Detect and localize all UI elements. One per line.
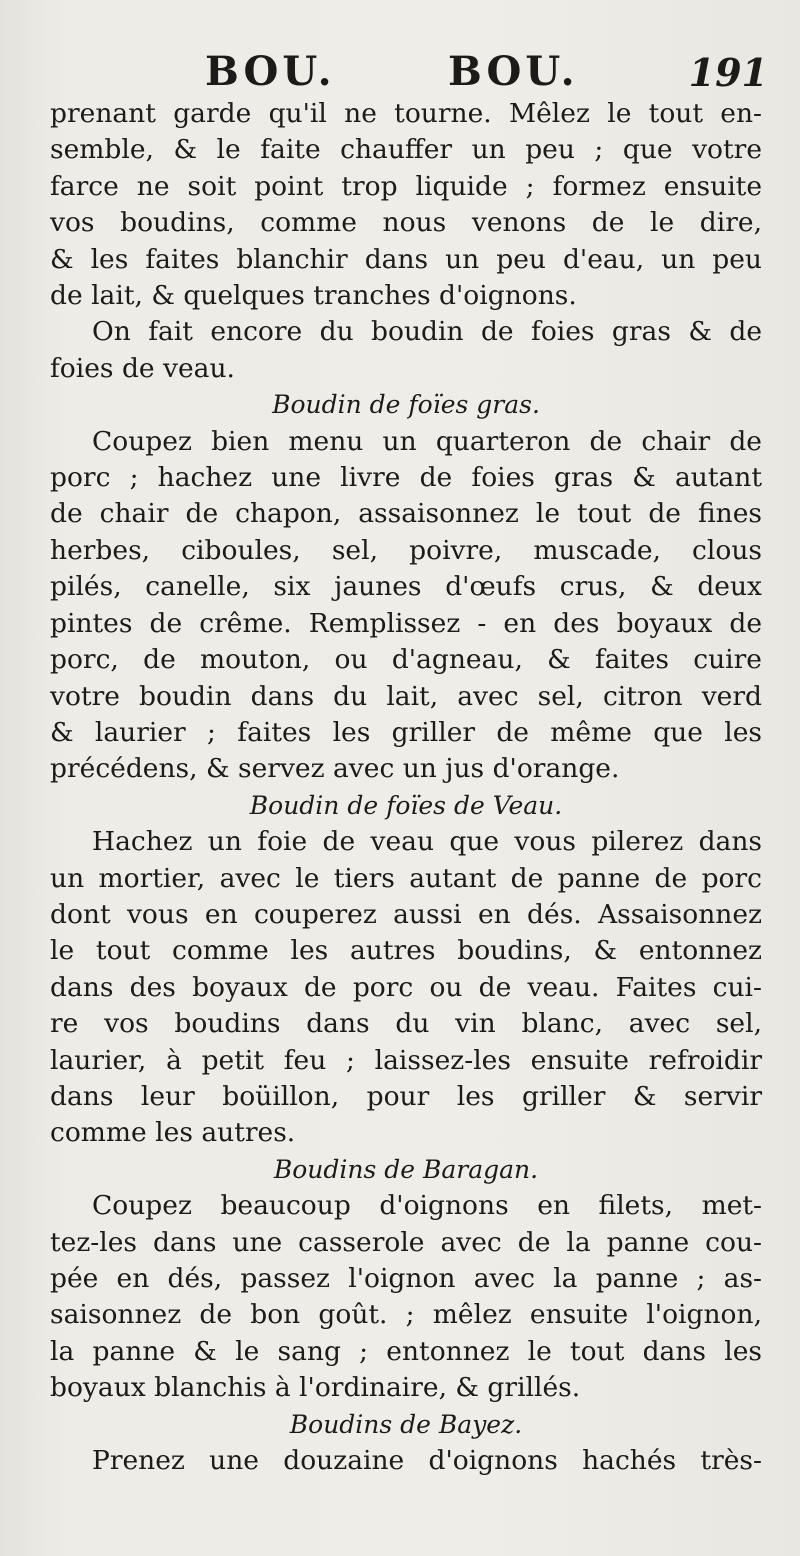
paragraph	[50, 824, 762, 1152]
paragraph	[50, 1188, 762, 1406]
text-line: pilés, canelle, six jaunes d'œufs crus, & deux	[50, 571, 762, 603]
text-line: saisonnez de bon goût. ; mêlez ensuite l'oignon,	[50, 1299, 762, 1331]
section-heading: Boudin de foïes gras.	[272, 390, 540, 420]
paragraph	[50, 1443, 762, 1479]
text-line: prenant garde qu'il ne tourne. Mêlez le tout en-	[50, 98, 762, 129]
text-line: votre boudin dans du lait, avec sel, citron verd	[50, 680, 762, 712]
text-line: farce ne soit point trop liquide ; formez ensuite	[50, 170, 762, 202]
text-line: herbes, ciboules, sel, poivre, muscade, clous	[50, 534, 762, 566]
text-line: comme les autres.	[50, 1117, 296, 1149]
text-line: Prenez une douzaine d'oignons hachés très-	[92, 1445, 762, 1477]
text-line: dans des boyaux de porc ou de veau. Faites cui-	[50, 971, 762, 1003]
paragraph	[50, 314, 762, 387]
text-line: Hachez un foie de veau que vous pilerez dans	[92, 826, 762, 858]
text-line: vos boudins, comme nous venons de le dire,	[50, 207, 762, 239]
paragraph	[50, 96, 762, 314]
text-line: le tout comme les autres boudins, & entonnez	[50, 935, 762, 967]
text-line: la panne & le sang ; entonnez le tout dans les	[50, 1335, 762, 1367]
text-line: foies de veau.	[50, 352, 235, 384]
text-line: porc ; hachez une livre de foies gras & autant	[50, 462, 762, 494]
text-line: & les faites blanchir dans un peu d'eau, un peu	[50, 243, 762, 275]
text-line: dont vous en couperez aussi en dés. Assaisonnez	[50, 898, 762, 930]
text-line: pée en dés, passez l'oignon avec la panne ; as-	[50, 1263, 762, 1294]
paragraph	[50, 424, 762, 788]
text-line: porc, de mouton, ou d'agneau, & faites cuire	[50, 644, 762, 676]
text-line: précédens, & servez avec un jus d'orange.	[50, 753, 620, 785]
text-line: On fait encore du boudin de foies gras & de	[92, 316, 762, 348]
running-head-right: BOU.	[448, 48, 579, 95]
text-line: & laurier ; faites les griller de même que les	[50, 716, 762, 748]
text-line: laurier, à petit feu ; laissez-les ensuite refroidir	[50, 1044, 762, 1076]
text-line: semble, & le faite chauffer un peu ; que votre	[50, 134, 762, 166]
text-line: de lait, & quelques tranches d'oignons.	[50, 280, 577, 312]
text-line: pintes de crême. Remplissez - en des boyaux de	[50, 607, 762, 639]
text-line: Coupez bien menu un quarteron de chair de	[92, 425, 762, 457]
running-head	[0, 48, 800, 94]
text-line: Coupez beaucoup d'oignons en filets, met-	[92, 1190, 762, 1222]
text-line: de chair de chapon, assaisonnez le tout de fines	[50, 498, 762, 530]
page-body	[50, 96, 762, 1479]
text-line: re vos boudins dans du vin blanc, avec sel,	[50, 1008, 762, 1040]
text-line: un mortier, avec le tiers autant de panne de porc	[50, 862, 762, 894]
text-line: dans leur boüillon, pour les griller & servir	[50, 1080, 762, 1112]
section-heading: Boudin de foïes de Veau.	[249, 790, 563, 820]
running-head-left: BOU.	[205, 48, 336, 95]
text-line: boyaux blanchis à l'ordinaire, & grillés.	[50, 1372, 581, 1404]
section-heading: Boudins de Baragan.	[273, 1154, 539, 1184]
text-line: tez-les dans une casserole avec de la panne cou-	[50, 1226, 762, 1258]
page-number: 191	[688, 50, 768, 95]
section-heading: Boudins de Bayez.	[289, 1409, 523, 1439]
